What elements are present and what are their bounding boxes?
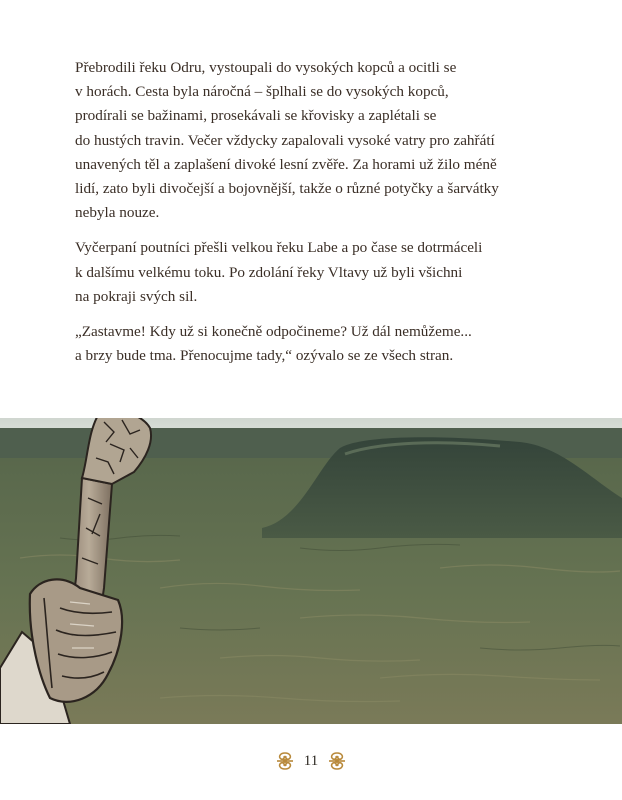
text-line: unavených těl a zaplašení divoké lesní zvěře. Za horami už žilo méně: [75, 155, 497, 173]
text-line: k dalšímu velkému toku. Po zdolání řeky Vltavy už byli všichni: [75, 263, 463, 281]
text-line: nebyla nouze.: [75, 204, 160, 222]
text-line: na pokraji svých sil.: [75, 287, 198, 305]
body-text: [75, 56, 555, 379]
floral-ornament-icon: [326, 750, 348, 772]
paragraph-3-dialogue: [75, 320, 555, 368]
text-line: Přebrodili řeku Odru, vystoupali do vysokých kopců a ocitli se: [75, 59, 457, 76]
text-line: a brzy bude tma. Přenocujme tady,“ ozývalo se ze všech stran.: [75, 347, 454, 365]
page-number: 11: [303, 752, 319, 769]
paragraph-1: [75, 56, 555, 225]
text-line: „Zastavme! Kdy už si konečně odpočineme? Už dál nemůžeme...: [75, 323, 472, 341]
text-line: lidí, zato byli divočejší a bojovnější, takže o různé potyčky a šarvátky: [75, 180, 499, 198]
landscape-illustration: [0, 418, 622, 724]
text-line: do hustých travin. Večer vždycky zapalovali vysoké vatry pro zahřátí: [75, 131, 495, 149]
floral-ornament-icon: [274, 750, 296, 772]
text-line: prodírali se bažinami, prosekávali se křovisky a zaplétali se: [75, 107, 437, 125]
text-line: Vyčerpaní poutníci přešli velkou řeku Labe a po čase se dotrmáceli: [75, 239, 483, 257]
paragraph-2: [75, 236, 555, 309]
page-footer: [0, 746, 622, 776]
text-line: v horách. Cesta byla náročná – šplhali se do vysokých kopců,: [75, 83, 449, 101]
